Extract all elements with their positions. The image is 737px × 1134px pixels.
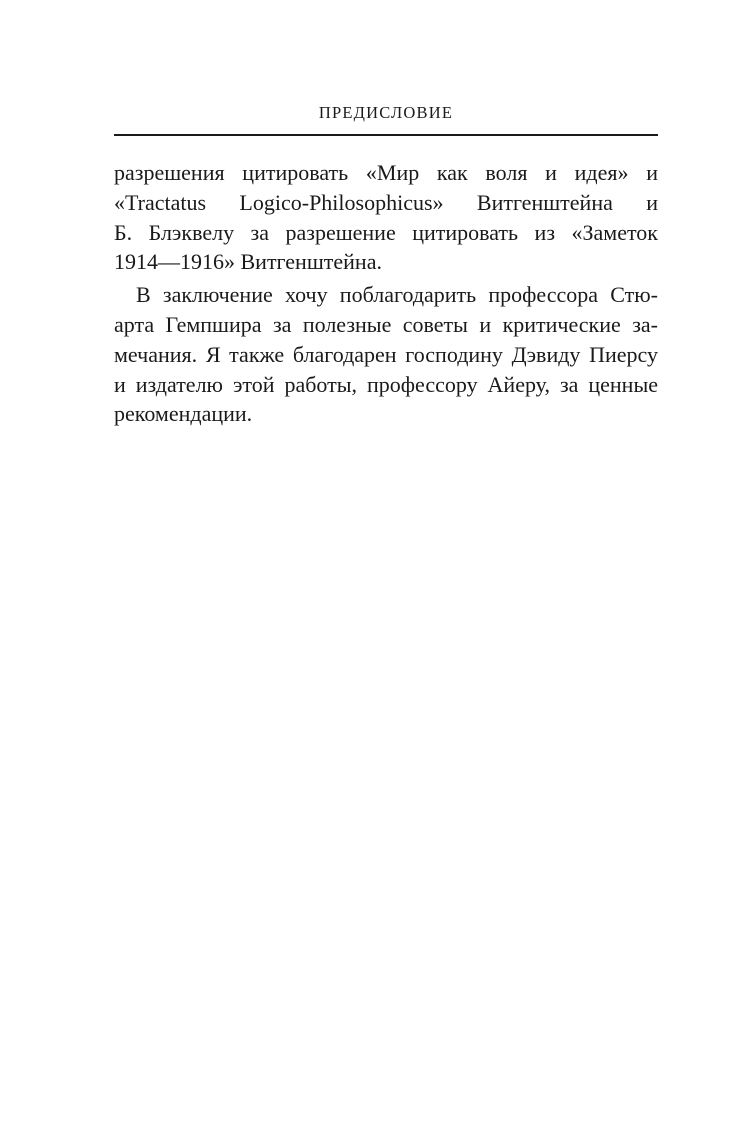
paragraph-1 [114, 158, 658, 277]
paragraph-2 [114, 280, 658, 429]
header-rule [114, 134, 658, 136]
text-line: 1914—1916» Витгенштейна. [114, 249, 382, 275]
text-line: разрешения цитировать «Мир как воля и идея» и [114, 160, 658, 185]
running-head-title: ПРЕДИСЛОВИЕ [318, 103, 454, 122]
text-line: В заключение хочу поблагодарить профессора Стю- [136, 282, 658, 308]
text-line: рекомендации. [114, 401, 253, 427]
text-line: Б. Блэквелу за разрешение цитировать из «Заметок [114, 219, 658, 245]
text-line: мечания. Я также благодарен господину Дэвиду Пиерсу [114, 341, 658, 367]
page-body [114, 158, 658, 429]
text-line: и издателю этой работы, профессору Айеру, за ценные [114, 371, 658, 397]
text-line: арта Гемпшира за полезные советы и критические за- [114, 311, 658, 337]
text-line: «Tractatus Logico-Philosophicus» Витгенштейна и [114, 189, 658, 215]
